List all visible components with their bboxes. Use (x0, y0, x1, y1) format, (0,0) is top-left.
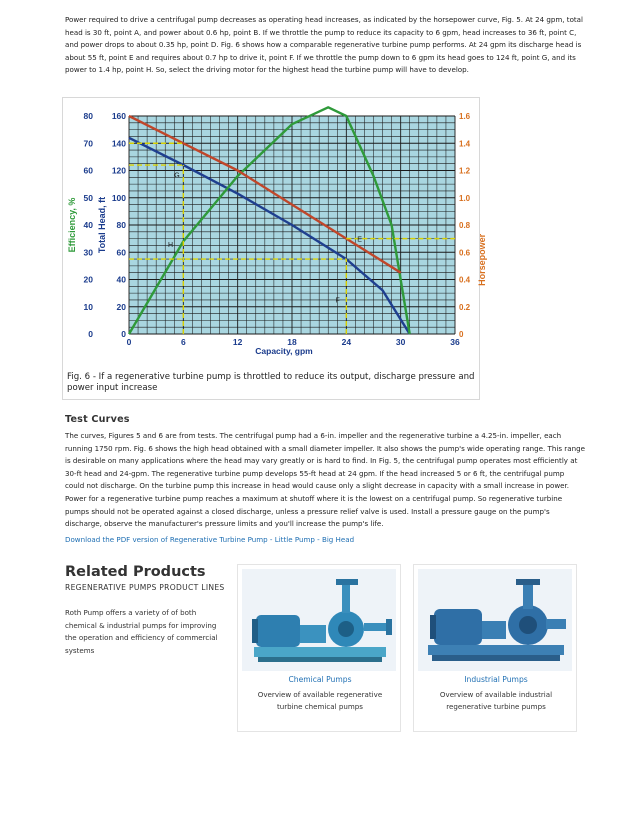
point-label: H (167, 241, 174, 249)
head-tick-label: 120 (111, 165, 126, 176)
point-label: G (174, 172, 180, 180)
performance-chart (67, 102, 487, 370)
industrial-pump-image[interactable] (418, 569, 572, 671)
x-tick-label: 12 (232, 337, 243, 347)
efficiency-axis-title: Efficiency, % (67, 197, 77, 253)
efficiency-tick-label: 60 (83, 165, 93, 176)
card-title-industrial[interactable]: Industrial Pumps (464, 675, 528, 684)
hp-tick-label: 0.2 (459, 302, 471, 312)
head-tick-label: 20 (116, 301, 126, 312)
efficiency-tick-label: 80 (83, 111, 93, 121)
hp-tick-label: 0.4 (459, 275, 471, 285)
product-card-chemical[interactable] (237, 564, 401, 732)
chemical-pump-image[interactable] (242, 569, 396, 671)
point-label: F (335, 297, 340, 305)
head-tick-label: 160 (111, 111, 126, 121)
hp-tick-label: 1.0 (459, 193, 471, 203)
head-tick-label: 40 (116, 274, 126, 285)
head-tick-label: 80 (116, 220, 126, 230)
related-products-title: Related Products (65, 564, 206, 580)
efficiency-tick-label: 0 (88, 329, 93, 339)
head-tick-label: 0 (121, 329, 126, 339)
hp-tick-label: 0.8 (459, 221, 471, 230)
figure-caption: Fig. 6 - If a regenerative turbine pump is throttled to reduce its output, discharge pressure and power input increase (67, 372, 475, 393)
intro-paragraph: Power required to drive a centrifugal pump decreases as operating head increases, as indicated by the horsepower curve, Fig. 5. At 24 gpm, total head is 30 ft, point A, and power about 0.6 hp, point B. If we throttle the pump to reduce its capacity to 6 gpm, head increases to 36 ft, point C, and power drops to about 0.35 hp, point D. Fig. 6 shows how a comparable regenerative turbine pump performs. At 24 gpm its discharge head is about 55 ft, point E and requires about 0.7 hp to drive it, point F. If we throttle the pump down to 6 gpm its head goes to 124 ft, point G, and its power to 1.4 hp, point H. So, select the driving motor for the highest head the turbine pump will have to develop. (65, 15, 584, 75)
point-label: E (357, 236, 362, 244)
head-tick-label: 100 (111, 192, 126, 203)
related-products-subtitle: REGENERATIVE PUMPS PRODUCT LINES (65, 583, 225, 592)
head-tick-label: 140 (111, 138, 126, 149)
efficiency-tick-label: 30 (83, 247, 93, 258)
hp-tick-label: 1.2 (459, 166, 471, 176)
hp-tick-label: 0.6 (459, 248, 471, 258)
card-text-chemical: Overview of available regenerative turbine chemical pumps (257, 690, 383, 711)
x-axis-label: Capacity, gpm (255, 346, 313, 356)
hp-tick-label: 1.6 (459, 112, 471, 121)
x-tick-label: 18 (287, 337, 297, 347)
efficiency-tick-label: 40 (83, 220, 93, 230)
x-tick-label: 24 (341, 337, 352, 347)
figure-6 (62, 97, 487, 400)
x-tick-label: 36 (450, 337, 460, 347)
card-title-chemical[interactable]: Chemical Pumps (288, 675, 352, 684)
efficiency-tick-label: 20 (83, 274, 93, 285)
efficiency-tick-label: 10 (83, 301, 93, 312)
product-card-industrial[interactable] (413, 564, 577, 732)
x-tick-label: 30 (395, 337, 406, 347)
hp-tick-label: 1.4 (459, 139, 471, 149)
efficiency-tick-label: 70 (83, 138, 93, 149)
test-curves-paragraph: The curves, Figures 5 and 6 are from tests. The centrifugal pump had a 6-in. impeller and the regenerative turbine a 4.25-in. impeller, each running 1750 rpm. Fig. 6 shows the high head obtained with a small diameter impeller. It also shows the pump's wide operating range. This range is desirable on many applications where the head may vary greatly or is hard to find. In Fig. 5, the centrifugal pump operates most efficiently at 30-ft head and 24-gpm. The regenerative turbine pump develops 55-ft head at 24 gpm. If the head increased 5 or 6 ft, the centrifugal pump could not discharge. On the turbine pump this increase in head would cause only a slight decrease in capacity with a small increase in power. Power for a regenerative turbine pump reaches a maximum at shutoff where it is the lowest on a centrifugal pump. So regenerative turbine pumps should not be operated against a closed discharge, unless a pressure relief valve is used. Install a pressure gauge on the pump's discharge, observe the manufacturer's pressure limits and you'll increase the pump's life. (65, 431, 585, 529)
x-tick-label: 0 (126, 337, 132, 347)
hp-tick-label: 0 (459, 330, 464, 339)
card-text-industrial: Overview of available industrial regenerative turbine pumps (439, 690, 553, 711)
x-tick-label: 6 (180, 337, 186, 347)
head-tick-label: 60 (116, 247, 126, 258)
section-title-test-curves: Test Curves (65, 414, 130, 425)
related-products-description: Roth Pump offers a variety of of both chemical & industrial pumps for improving the operation and efficiency of commercial systems (65, 608, 218, 655)
horsepower-axis-title: Horsepower (477, 233, 487, 286)
head-axis-title: Total Head, ft (97, 196, 107, 254)
efficiency-tick-label: 50 (83, 192, 93, 203)
download-pdf-link[interactable]: Download the PDF version of Regenerative Turbine Pump - Little Pump - Big Head (65, 535, 355, 544)
